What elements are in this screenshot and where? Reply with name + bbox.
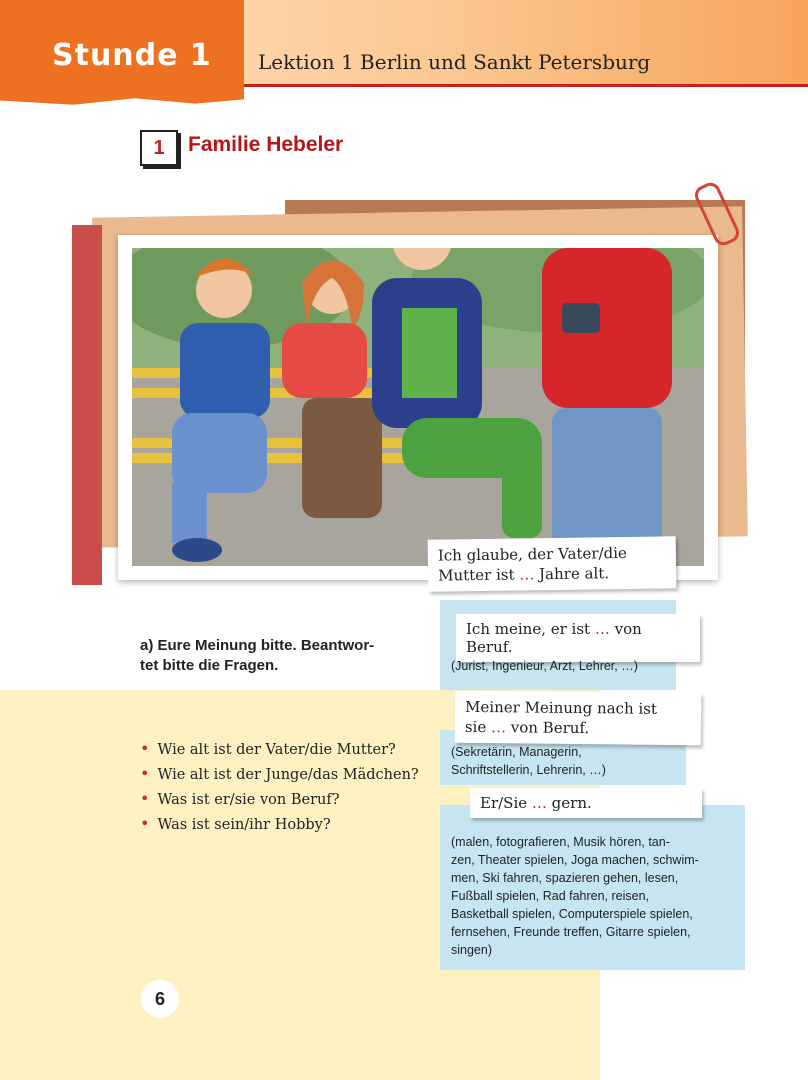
speech-bubble-hobby: Er/Sie … gern. — [470, 788, 702, 818]
note-hobbies: (malen, fotografieren, Musik hören, tan- zen, Theater spielen, Joga machen, schwim- men, Ski fahren, spazieren gehen, lesen, Fußball spielen, Rad fahren, reisen, Basketball spielen, Computerspiele spielen, fernsehen, Freunde treffen, Gitarre spielen, singen) — [451, 835, 699, 957]
family-illustration — [132, 248, 704, 566]
bubble-age-line2: Mutter ist … Jahre alt. — [438, 564, 610, 585]
list-item: • Was ist er/sie von Beruf? — [140, 788, 419, 813]
list-item: • Wie alt ist der Vater/die Mutter? — [140, 738, 419, 763]
note-jobs-female: (Sekretärin, Managerin, Schriftstellerin, Lehrerin, …) — [451, 745, 606, 777]
lesson-title: Lektion 1 Berlin und Sankt Petersburg — [258, 50, 651, 74]
exercise-number: 1 — [140, 130, 178, 166]
note-jobs-male: (Jurist, Ingenieur, Arzt, Lehrer, …) — [451, 659, 638, 673]
frame-layer-red — [72, 225, 102, 585]
list-item: • Wie alt ist der Junge/das Mädchen? — [140, 763, 419, 788]
speech-bubble-job-he: Ich meine, er ist … von Beruf. — [456, 614, 700, 662]
exercise-title: Familie Hebeler — [188, 133, 344, 156]
bubble-job-she-line1: Meiner Meinung nach ist — [465, 697, 658, 718]
bubble-job-she-line2: sie … von Beruf. — [464, 717, 590, 738]
lesson-tab-label: Stunde 1 — [52, 38, 212, 73]
speech-bubble-job-she — [455, 691, 702, 746]
speech-bubble-age — [428, 536, 677, 591]
question-list — [140, 738, 419, 838]
task-instruction: a) Eure Meinung bitte. Beantwor- tet bitte die Fragen. — [140, 637, 375, 674]
page-number: 6 — [141, 980, 179, 1018]
list-item: • Was ist sein/ihr Hobby? — [140, 813, 419, 838]
header-rule — [244, 84, 808, 87]
bubble-age-line1: Ich glaube, der Vater/die — [437, 543, 627, 565]
